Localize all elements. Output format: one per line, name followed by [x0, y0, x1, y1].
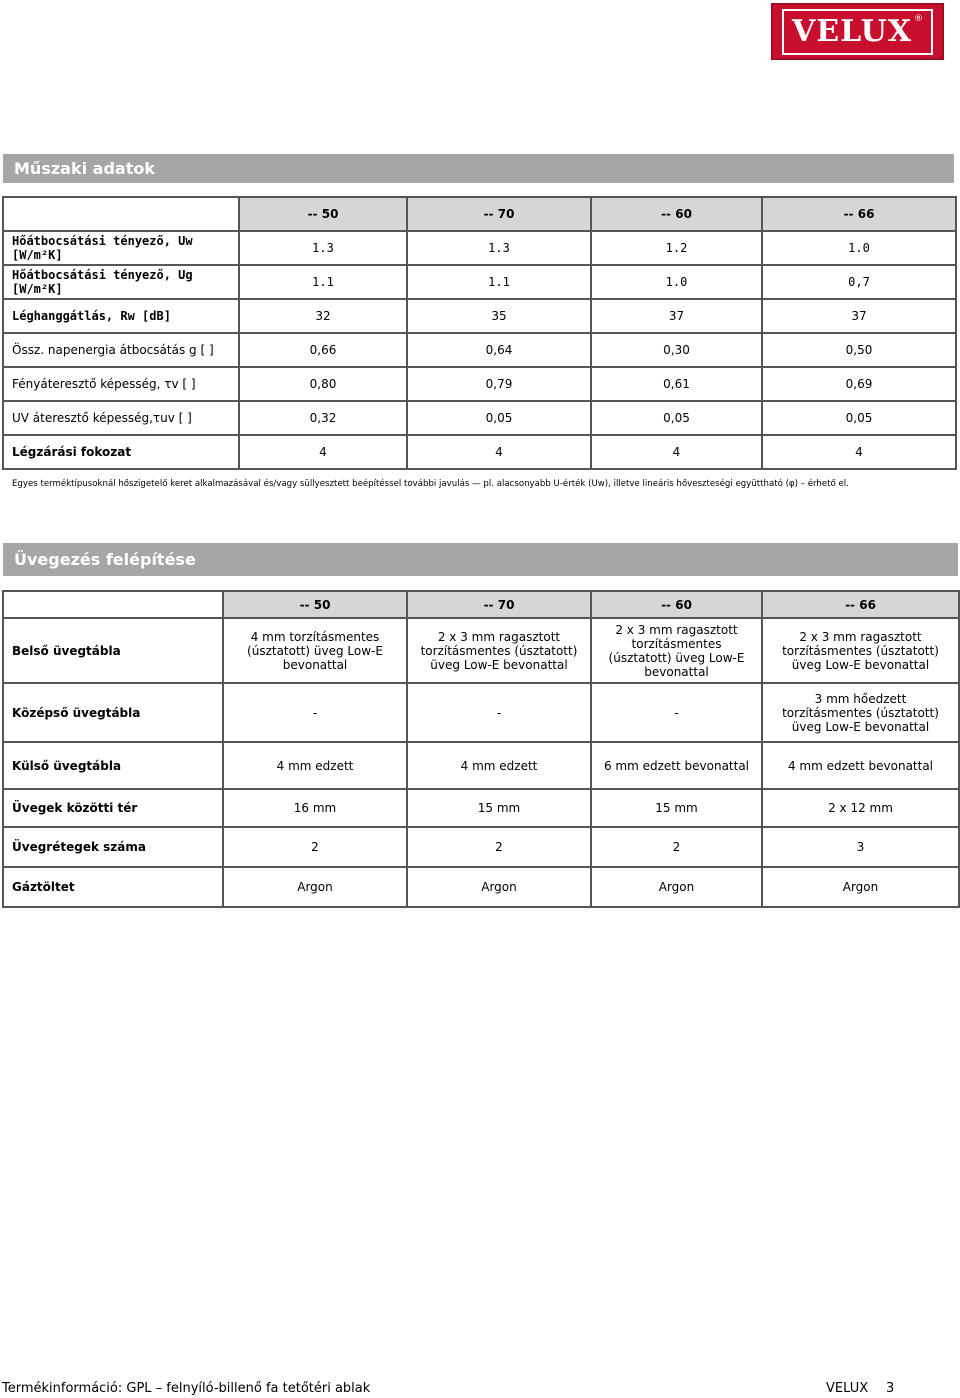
table-cell: 37 — [762, 299, 956, 333]
header-corner — [3, 197, 239, 231]
table-cell: 0,32 — [239, 401, 407, 435]
row-label: Léghanggátlás, Rw [dB] — [3, 299, 239, 333]
table-cell: 2 — [407, 827, 591, 867]
table-cell: - — [407, 683, 591, 742]
table-cell: 1.1 — [239, 265, 407, 299]
row-label: Hőátbocsátási tényező, Ug [W/m²K] — [3, 265, 239, 299]
row-label: Üvegek közötti tér — [3, 789, 223, 827]
table-cell: 2 x 12 mm — [762, 789, 959, 827]
table-row — [3, 827, 959, 867]
section-title-technical-data: Műszaki adatok — [3, 154, 954, 183]
table-cell: 4 mm edzett — [407, 742, 591, 789]
column-header: -- 60 — [591, 591, 762, 618]
column-header: -- 60 — [591, 197, 762, 231]
table-cell: Argon — [591, 867, 762, 907]
table-cell: 4 — [239, 435, 407, 469]
table-cell: 0,69 — [762, 367, 956, 401]
table-cell: 4 — [407, 435, 591, 469]
table-cell: 2 — [223, 827, 407, 867]
column-header: -- 50 — [223, 591, 407, 618]
footnote: Egyes terméktípusoknál hőszigetelő keret alkalmazásával és/vagy süllyesztett beépítéssel további javulás — pl. alacsonyabb U-érték (Uw), illetve lineáris hőveszteségi együttható (φ) – érhető el. — [12, 479, 849, 489]
table-cell: 15 mm — [591, 789, 762, 827]
column-header: -- 70 — [407, 197, 591, 231]
table-cell: 32 — [239, 299, 407, 333]
row-label: Külső üvegtábla — [3, 742, 223, 789]
row-label: Hőátbocsátási tényező, Uw [W/m²K] — [3, 231, 239, 265]
logo-registered-mark: ® — [914, 13, 924, 24]
table-cell: 4 — [762, 435, 956, 469]
column-header: -- 50 — [239, 197, 407, 231]
table-cell: 0,05 — [591, 401, 762, 435]
table-header-row — [3, 197, 956, 231]
table-row — [3, 367, 956, 401]
table-cell: 0,30 — [591, 333, 762, 367]
table-cell: 6 mm edzett bevonattal — [591, 742, 762, 789]
column-header: -- 66 — [762, 591, 959, 618]
table-cell: Argon — [407, 867, 591, 907]
row-label: Fényáteresztő képesség, τv [ ] — [3, 367, 239, 401]
table-row — [3, 265, 956, 299]
table-cell: 4 mm torzításmentes (úsztatott) üveg Low-E bevonattal — [223, 618, 407, 683]
footer-product-info: Termékinformáció: GPL – felnyíló-billenő fa tetőtéri ablak — [2, 1381, 371, 1396]
table-cell: 0,05 — [407, 401, 591, 435]
table-cell: 1.2 — [591, 231, 762, 265]
row-label: Üvegrétegek száma — [3, 827, 223, 867]
table-cell: 4 mm edzett — [223, 742, 407, 789]
row-label: Össz. napenergia átbocsátás g [ ] — [3, 333, 239, 367]
table-row — [3, 789, 959, 827]
table-cell: Argon — [762, 867, 959, 907]
row-label: Gáztöltet — [3, 867, 223, 907]
table-cell: Argon — [223, 867, 407, 907]
footer-brand: VELUX — [826, 1381, 869, 1396]
table-row — [3, 683, 959, 742]
row-label: Belső üvegtábla — [3, 618, 223, 683]
table-row — [3, 231, 956, 265]
table-cell: 0,66 — [239, 333, 407, 367]
logo-text: VELUX — [791, 13, 913, 49]
column-header: -- 70 — [407, 591, 591, 618]
table-cell: - — [223, 683, 407, 742]
table-cell: 1.1 — [407, 265, 591, 299]
table-cell: 2 x 3 mm ragasztott torzításmentes (úsztatott) üveg Low-E bevonattal — [407, 618, 591, 683]
table-cell: 0,80 — [239, 367, 407, 401]
table-cell: 0,50 — [762, 333, 956, 367]
column-header: -- 66 — [762, 197, 956, 231]
table-row — [3, 742, 959, 789]
table-cell: 0,7 — [762, 265, 956, 299]
row-label: UV áteresztő képesség,τuv [ ] — [3, 401, 239, 435]
table-cell: 2 x 3 mm ragasztott torzításmentes (úsztatott) üveg Low-E bevonattal — [591, 618, 762, 683]
table-cell: 1.3 — [407, 231, 591, 265]
glazing-table — [2, 590, 960, 908]
technical-data-table — [2, 196, 957, 470]
table-header-row — [3, 591, 959, 618]
table-cell: 3 mm hőedzett torzításmentes (úsztatott) üveg Low-E bevonattal — [762, 683, 959, 742]
table-cell: - — [591, 683, 762, 742]
velux-logo — [771, 3, 944, 60]
table-cell: 16 mm — [223, 789, 407, 827]
table-cell: 0,64 — [407, 333, 591, 367]
table-cell: 15 mm — [407, 789, 591, 827]
table-cell: 1.0 — [591, 265, 762, 299]
table-cell: 1.3 — [239, 231, 407, 265]
table-row — [3, 435, 956, 469]
table-cell: 0,05 — [762, 401, 956, 435]
table-cell: 0,79 — [407, 367, 591, 401]
table-cell: 35 — [407, 299, 591, 333]
table-cell: 2 — [591, 827, 762, 867]
table-cell: 4 mm edzett bevonattal — [762, 742, 959, 789]
table-row — [3, 867, 959, 907]
table-cell: 2 x 3 mm ragasztott torzításmentes (úsztatott) üveg Low-E bevonattal — [762, 618, 959, 683]
page-number: 3 — [886, 1381, 895, 1396]
table-cell: 4 — [591, 435, 762, 469]
table-cell: 1.0 — [762, 231, 956, 265]
table-row — [3, 333, 956, 367]
table-row — [3, 618, 959, 683]
row-label: Légzárási fokozat — [3, 435, 239, 469]
table-row — [3, 401, 956, 435]
row-label: Középső üvegtábla — [3, 683, 223, 742]
table-cell: 3 — [762, 827, 959, 867]
table-cell: 0,61 — [591, 367, 762, 401]
table-row — [3, 299, 956, 333]
section-title-glazing: Üvegezés felépítése — [3, 543, 958, 576]
table-cell: 37 — [591, 299, 762, 333]
header-corner — [3, 591, 223, 618]
